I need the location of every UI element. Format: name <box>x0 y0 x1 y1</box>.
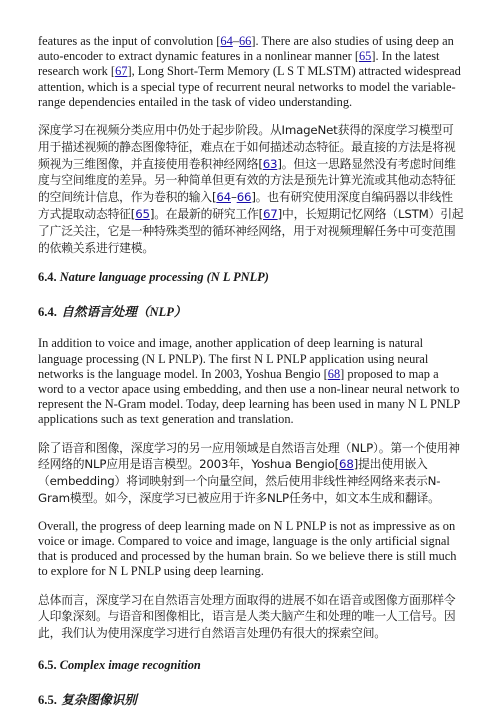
text-run: ] proposed to map a word to a vector apace using embedding, and then use a non-linear neural network to represent the N-Gram model. Today, deep learning has been used in many N L PNLP applications such as text generation and translation. <box>38 366 460 427</box>
text-run: features as the input of convolution [ <box>38 34 221 48</box>
text-run: ]。也有研究使用深度自编码器以非线性方式提取动态特征[ <box>38 190 453 221</box>
document-page <box>38 34 464 708</box>
citation-link[interactable]: 64 <box>220 34 233 48</box>
text-run: ]. In the latest research work [ <box>38 49 440 79</box>
section-title-abbrev: （NLP） <box>136 305 187 320</box>
text-run: ]提出使用嵌入（embedding）将词映射到一个向量空间，然后使用非线性神经网络来表示N-Gram模型。如今，深度学习已被应用于许多NLP任务中，如文本生成和翻译。 <box>38 457 441 505</box>
text-run: ]。但这一思路显然没有考虑时间维度与空间维度的差异。另一种简单但更有效的方法是预先计算光流或其他动态特征的空间统计信息，作为卷积的输入[ <box>38 156 456 205</box>
citation-link[interactable]: 66 <box>236 190 252 205</box>
paragraph-overall-zh: 总体而言，深度学习在自然语言处理方面取得的进展不如在语音或图像方面那样令人印象深刻。与语音和图像相比，语言是人类大脑产生和处理的唯一人工信号。因此，我们认为使用深度学习进行自然语言处理仍有很大的探索空间。 <box>38 592 456 641</box>
paragraph-video-zh <box>38 122 464 256</box>
section-number: 6.4. <box>38 270 57 285</box>
citation-link[interactable]: 65 <box>358 49 372 64</box>
text-run: – <box>232 34 239 48</box>
text-run: ]。在最新的研究工作[ <box>149 207 263 221</box>
section-title: Nature language processing (N L PNLP) <box>59 270 269 285</box>
citation-link[interactable]: 68 <box>327 366 341 381</box>
paragraph-overall-en: Overall, the progress of deep learning made on N L PNLP is not as impressive as on voice or image. Compared to voice and image, language is the only artificial signal that is produced and processed by the human brain. So we believe there is still much to explore for N L PNLP using deep learning. <box>38 518 457 579</box>
citation-link[interactable]: 68 <box>339 457 354 472</box>
section-heading-6-4-zh <box>38 301 464 320</box>
section-heading-6-5-zh <box>38 689 464 708</box>
citation-link[interactable]: 67 <box>263 207 278 221</box>
section-number: 6.4. <box>38 305 57 320</box>
text-run: ]中，长短期记忆网络（LSTM）引起了广泛关注，它是一种特殊类型的循环神经网络，用于对视频理解任务中可变范围的依赖关系进行建模。 <box>38 207 464 255</box>
section-title: 复杂图像识别 <box>61 692 137 707</box>
text-run: – <box>230 190 237 205</box>
citation-link[interactable]: 65 <box>135 207 150 221</box>
text-run: ]. There are also studies of using deep an auto-encoder to extract dynamic features in a nonlinear manner [ <box>38 34 454 64</box>
citation-link[interactable]: 64 <box>216 190 231 205</box>
paragraph-nlp-en <box>38 336 464 427</box>
text-run: 深度学习在视频分类应用中仍处于起步阶段。从ImageNet获得的深度学习模型可用于描述视频的静态图像特征，难点在于如何描述动态特征。最直接的方法是将视频视为三维图像，并直接使用卷积神经网络[ <box>38 123 456 171</box>
section-number: 6.5. <box>38 693 57 707</box>
section-heading-6-4-en <box>38 270 464 285</box>
section-heading-6-5-en <box>38 658 464 673</box>
section-title: 自然语言处理 <box>61 304 137 320</box>
citation-link[interactable]: 66 <box>238 34 252 48</box>
text-run: In addition to voice and image, another application of deep learning is natural language processing (N L PNLP). The first N L PNLP application using neural networks is the language model. In 2003, Yoshua Bengio [ <box>38 336 429 381</box>
text-run: ], Long Short-Term Memory (L S T MLSTM) attracted widespread attention, which is a special type of recurrent neural networks to model the variable-range dependencies entailed in the task of video understanding. <box>38 64 461 109</box>
section-title: Complex image recognition <box>59 658 201 672</box>
section-number: 6.5. <box>38 658 57 672</box>
paragraph-nlp-zh <box>38 440 464 507</box>
citation-link[interactable]: 63 <box>262 156 278 171</box>
citation-link[interactable]: 67 <box>115 64 128 79</box>
paragraph-video-en <box>38 34 464 110</box>
text-run: 除了语音和图像，深度学习的另一应用领域是自然语言处理（NLP）。第一个使用神经网络的NLP应用是语言模型。2003年，Yoshua Bengio[ <box>38 440 460 472</box>
